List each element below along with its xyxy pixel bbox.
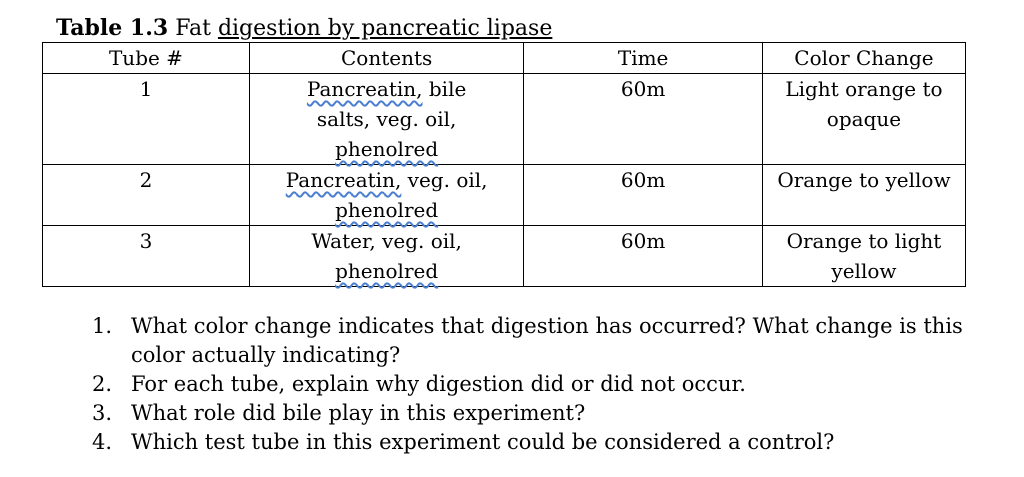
question-text: What role did bile play in this experiment? — [131, 401, 586, 425]
table-row — [43, 226, 966, 287]
cell-tube: 1 — [43, 74, 250, 165]
question-number: 3. — [92, 401, 113, 425]
header-contents: Contents — [249, 43, 523, 74]
question-number: 4. — [92, 430, 113, 454]
question-number: 2. — [92, 372, 113, 396]
question-text: For each tube, explain why digestion did or did not occur. — [131, 372, 746, 396]
spellcheck-word: phenolred — [335, 259, 439, 283]
spellcheck-word: phenolred — [335, 137, 439, 161]
contents-line: Pancreatin, veg. oil, — [285, 168, 488, 192]
question-item — [92, 370, 972, 399]
table-caption — [56, 14, 552, 43]
question-item — [92, 312, 972, 370]
cell-color-change — [762, 165, 965, 226]
spellcheck-word: Pancreatin, — [285, 168, 402, 192]
color-line: yellow — [831, 259, 897, 283]
contents-line: salts, veg. oil, — [316, 107, 457, 131]
cell-color-change — [762, 226, 965, 287]
question-item — [92, 428, 972, 457]
header-color-change: Color Change — [762, 43, 965, 74]
cell-time: 60m — [524, 74, 763, 165]
question-text: Which test tube in this experiment could be considered a control? — [131, 430, 835, 454]
contents-line: Water, veg. oil, — [311, 229, 462, 253]
color-line: Orange to yellow — [777, 168, 951, 192]
fat-digestion-table — [42, 42, 966, 287]
cell-contents — [249, 165, 523, 226]
table-number: Table 1.3 — [56, 15, 169, 41]
contents-line: Pancreatin, bile — [306, 77, 467, 101]
question-item — [92, 399, 972, 428]
table-title-plain: Fat — [175, 16, 218, 41]
color-line: Light orange to — [785, 77, 943, 101]
header-time: Time — [524, 43, 763, 74]
contents-line — [250, 256, 523, 286]
cell-time: 60m — [524, 165, 763, 226]
cell-contents — [249, 226, 523, 287]
cell-tube: 3 — [43, 226, 250, 287]
spellcheck-word: Pancreatin, — [306, 77, 423, 101]
table-row — [43, 74, 966, 165]
header-row — [43, 43, 966, 74]
question-text: What color change indicates that digestion has occurred? What change is this color actually indicating? — [131, 314, 963, 367]
contents-line — [250, 134, 523, 164]
header-tube: Tube # — [43, 43, 250, 74]
table-row — [43, 165, 966, 226]
cell-contents — [249, 74, 523, 165]
question-number: 1. — [92, 314, 113, 338]
cell-tube: 2 — [43, 165, 250, 226]
spellcheck-word: phenolred — [335, 198, 439, 222]
contents-line — [250, 195, 523, 225]
color-line: opaque — [826, 107, 902, 131]
cell-color-change — [762, 74, 965, 165]
color-line: Orange to light — [786, 229, 942, 253]
question-list — [92, 312, 972, 457]
table-title-underlined: digestion by pancreatic lipase — [217, 16, 553, 41]
cell-time: 60m — [524, 226, 763, 287]
